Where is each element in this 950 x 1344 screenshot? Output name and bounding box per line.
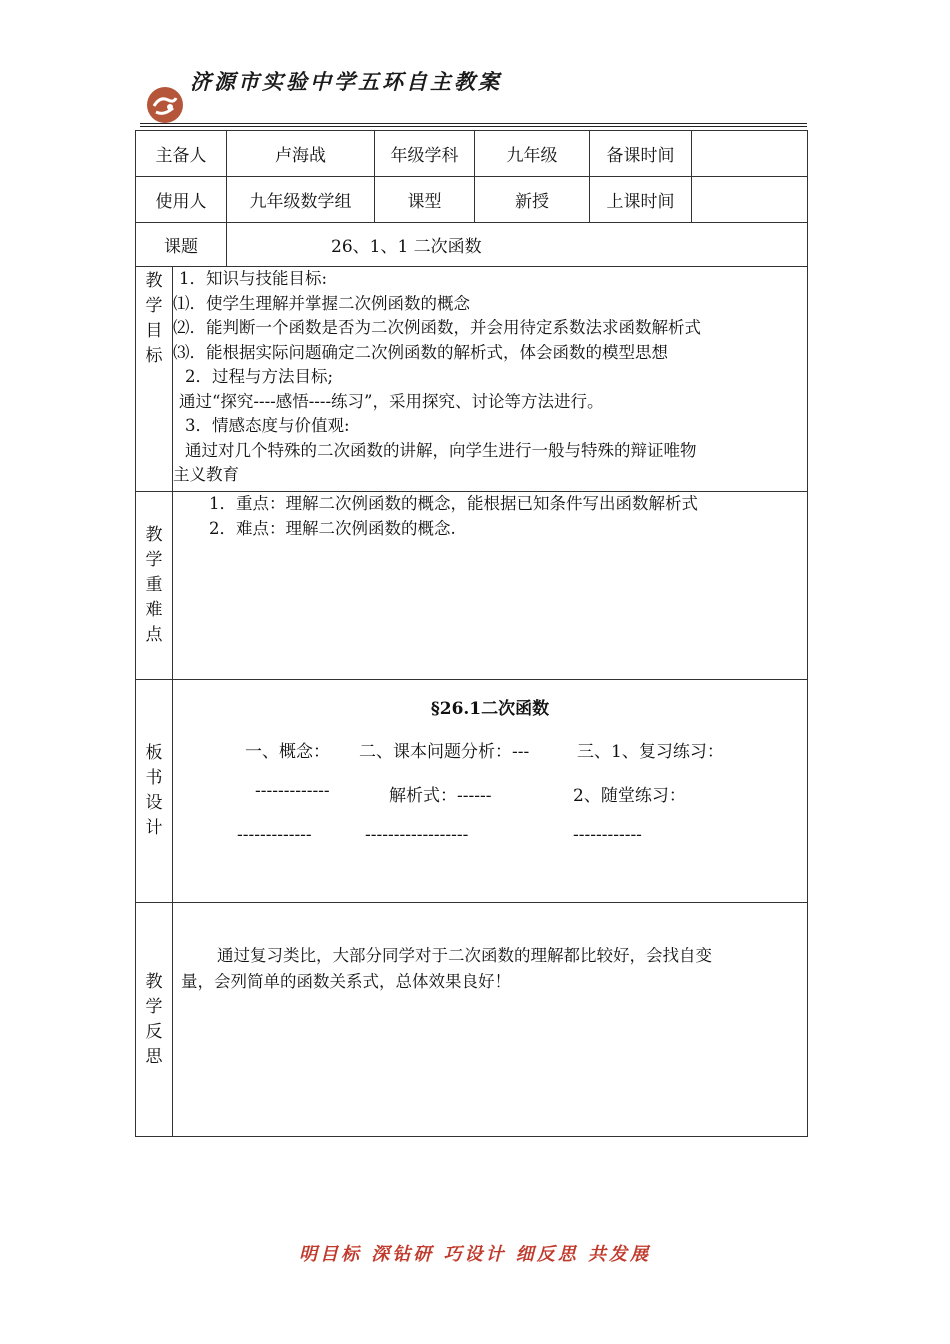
key-points-label: 教 学 重 难 点: [136, 492, 173, 680]
class-time-value: [692, 177, 808, 223]
key-points-row: [136, 492, 808, 680]
school-title: 济源市实验中学五环自主教案: [190, 69, 502, 94]
key-points-content: [173, 492, 808, 680]
topic-row: [136, 223, 808, 267]
board-line-2: ------------- 解析式：------ 2、随堂练习：: [255, 781, 686, 806]
reflection-content: [173, 903, 808, 1137]
key-point-line: 2．难点：理解二次例函数的概念.: [209, 518, 456, 538]
objective-line: ⑴．使学生理解并掌握二次例函数的概念: [173, 293, 470, 313]
user-value: 九年级数学组: [227, 177, 375, 223]
objective-line: 1．知识与技能目标:: [179, 269, 328, 288]
footer-motto: 明目标 深钻研 巧设计 细反思 共发展: [298, 1244, 652, 1265]
user-label: 使用人: [136, 177, 227, 223]
objective-line: 3．情感态度与价值观:: [185, 416, 350, 435]
header-rule-bold: [140, 126, 807, 127]
reflection-row: [136, 903, 808, 1137]
topic-value: 26、1、1 二次函数: [227, 223, 808, 267]
objective-line: ⑵．能判断一个函数是否为二次例函数，并会用待定系数法求函数解析式: [173, 318, 701, 337]
reflection-line: 通过复习类比，大部分同学对于二次函数的理解都比较好，会找自变: [217, 946, 712, 965]
board-label: 板 书 设 计: [136, 680, 173, 903]
objective-line: 通过“探究----感悟----练习”，采用探究、讨论等方法进行。: [179, 391, 604, 411]
objectives-label: 教 学 目 标: [136, 267, 173, 492]
preparer-label: 主备人: [136, 131, 227, 177]
info-row-1: [136, 131, 808, 177]
reflection-line: 量，会列简单的函数关系式，总体效果良好！: [181, 972, 511, 991]
objective-line: 通过对几个特殊的二次函数的讲解，向学生进行一般与特殊的辩证唯物: [185, 440, 697, 460]
objective-line: 2．过程与方法目标;: [185, 367, 334, 386]
school-logo-icon: [146, 86, 184, 124]
objectives-row: [136, 267, 808, 492]
objectives-content: [173, 267, 808, 492]
board-line-1: 一、概念： 二、课本问题分析：--- 三、1、复习练习：: [245, 742, 724, 762]
lesson-type-value: 新授: [475, 177, 590, 223]
header-rule: [140, 123, 807, 124]
prep-time-value: [692, 131, 808, 177]
preparer-value: 卢海战: [227, 131, 375, 177]
board-line-3: ------------- ------------------ ------------: [237, 825, 642, 845]
lesson-plan-table: [135, 130, 808, 1137]
prep-time-label: 备课时间: [590, 131, 692, 177]
grade-subject-value: 九年级: [475, 131, 590, 177]
info-row-2: [136, 177, 808, 223]
objective-line: 主义教育: [173, 465, 239, 484]
board-title: §26.1二次函数: [430, 699, 550, 719]
topic-label: 课题: [136, 223, 227, 267]
reflection-label: 教 学 反 思: [136, 903, 173, 1137]
grade-subject-label: 年级学科: [375, 131, 475, 177]
class-time-label: 上课时间: [590, 177, 692, 223]
lesson-type-label: 课型: [375, 177, 475, 223]
key-point-line: 1．重点：理解二次例函数的概念，能根据已知条件写出函数解析式: [209, 494, 698, 513]
objective-line: ⑶．能根据实际问题确定二次例函数的解析式，体会函数的模型思想: [173, 342, 668, 362]
board-content: [173, 680, 808, 903]
board-row: [136, 680, 808, 903]
